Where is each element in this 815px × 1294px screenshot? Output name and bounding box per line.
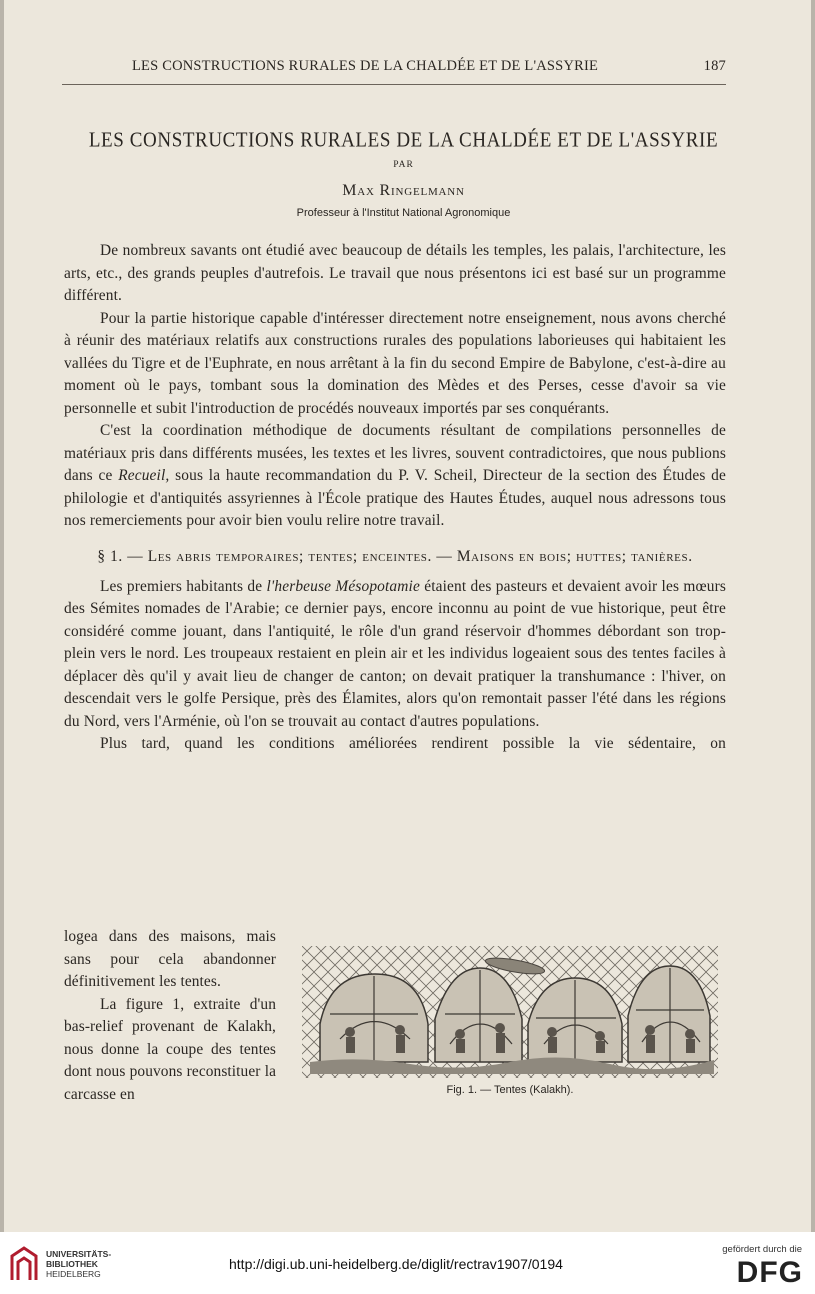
paragraph-4: Les premiers habitants de l'herbeuse Mésopotamie étaient des pasteurs et devaient avoir les mœurs des Sémites nomades de l'Arabie; ce dernier pays, encore inconnu au point de vue historique, peut être considéré comme jouant, dans l'antiquité, le rôle d'un grand réservoir d'hommes débordant son trop-plein vers le nord. Les troupeaux restaient en plein air et les individus logeaient sous des tentes faciles à déplacer dès qu'il y avait lieu de changer de canton; on devait pratiquer la transhumance : l'hiver, on descendait vers le golfe Persique, près des Élamites, alors qu'on remontait passer l'été dans les régions du Nord, vers l'Arménie, où l'on se trouvait au contact d'autres populations. (64, 577, 727, 730)
byline-par: PAR (393, 160, 414, 170)
herbeuse-italic: l'herbeuse Mésopotamie (266, 577, 420, 595)
running-head-title: LES CONSTRUCTIONS RURALES DE LA CHALDÉE ET DE L'ASSYRIE (132, 58, 599, 74)
figure-tents-bas-relief (300, 944, 720, 1080)
dfg-logo: DFG (736, 1256, 803, 1289)
university-library-logo-icon (8, 1246, 40, 1282)
author-name: Max Ringelmann (342, 182, 465, 199)
paragraph-6: La figure 1, extraite d'un bas-relief provenant de Kalakh, nous donne la coupe des tentes dont nous pouvons reconstituer la carcasse en (64, 995, 276, 1103)
paragraph-5-first-line: Plus tard, quand les conditions améliorées rendirent possible la vie sédentaire, on (100, 735, 726, 752)
section-heading: § 1. — Les abris temporaires; tentes; enceintes. — Maisons en bois; huttes; tanières. (97, 547, 693, 565)
narrow-column (64, 926, 276, 1106)
figure-caption: Fig. 1. — Tentes (Kalakh). (446, 1084, 574, 1096)
article-title: LES CONSTRUCTIONS RURALES DE LA CHALDÉE ET DE L'ASSYRIE (88, 128, 719, 153)
paragraph-2: Pour la partie historique capable d'intéresser directement notre enseignement, nous avons cherché à réunir des matériaux relatifs aux constructions rurales des populations laborieuses qui habitaient les vallées du Tigre et de l'Euphrate, en nous arrêtant à la fin du second Empire de Babylone, c'est-à-dire au moment où le pays, tombant sous la domination des Mèdes et des Perses, cesse d'avoir sa vie personnelle et subit l'introduction de procédés nouveaux importés par ses conquérants. (64, 309, 726, 417)
article-body (64, 240, 726, 756)
running-head (62, 58, 726, 78)
paragraph-1: De nombreux savants ont étudié avec beaucoup de détails les temples, les palais, l'architecture, les arts, etc., des grands peuples d'autrefois. Le travail que nous présentons ici est basé sur un programme différent. (64, 242, 726, 304)
author-affiliation: Professeur à l'Institut National Agronomique (296, 207, 511, 219)
funding-label: gefördert durch die (722, 1244, 802, 1255)
paragraph-3: C'est la coordination méthodique de documents résultant de compilations personnelles de matériaux pris dans différents musées, les textes et les livres, souvent contradictoires, que nous publions dans ce Recueil, sous la haute recommandation du P. V. Scheil, Directeur de la section des Études de philologie et d'antiquités assyriennes à l'École pratique des Hautes Études, auquel nous adressons tous nos remerciements pour avoir bien voulu relire notre travail. (64, 422, 726, 529)
digitization-footer (0, 1232, 815, 1294)
tents-illustration (300, 944, 720, 1080)
library-name: UNIVERSITÄTS- BIBLIOTHEK HEIDELBERG (46, 1249, 112, 1279)
paragraph-5-rest: logea dans des maisons, mais sans pour cela abandonner définitivement les tentes. (64, 928, 276, 990)
permalink-url[interactable]: http://digi.ub.uni-heidelberg.de/diglit/rectrav1907/0194 (229, 1256, 563, 1272)
page-number: 187 (703, 58, 726, 74)
header-rule (62, 84, 726, 85)
recueil-italic: Recueil, (118, 467, 170, 484)
